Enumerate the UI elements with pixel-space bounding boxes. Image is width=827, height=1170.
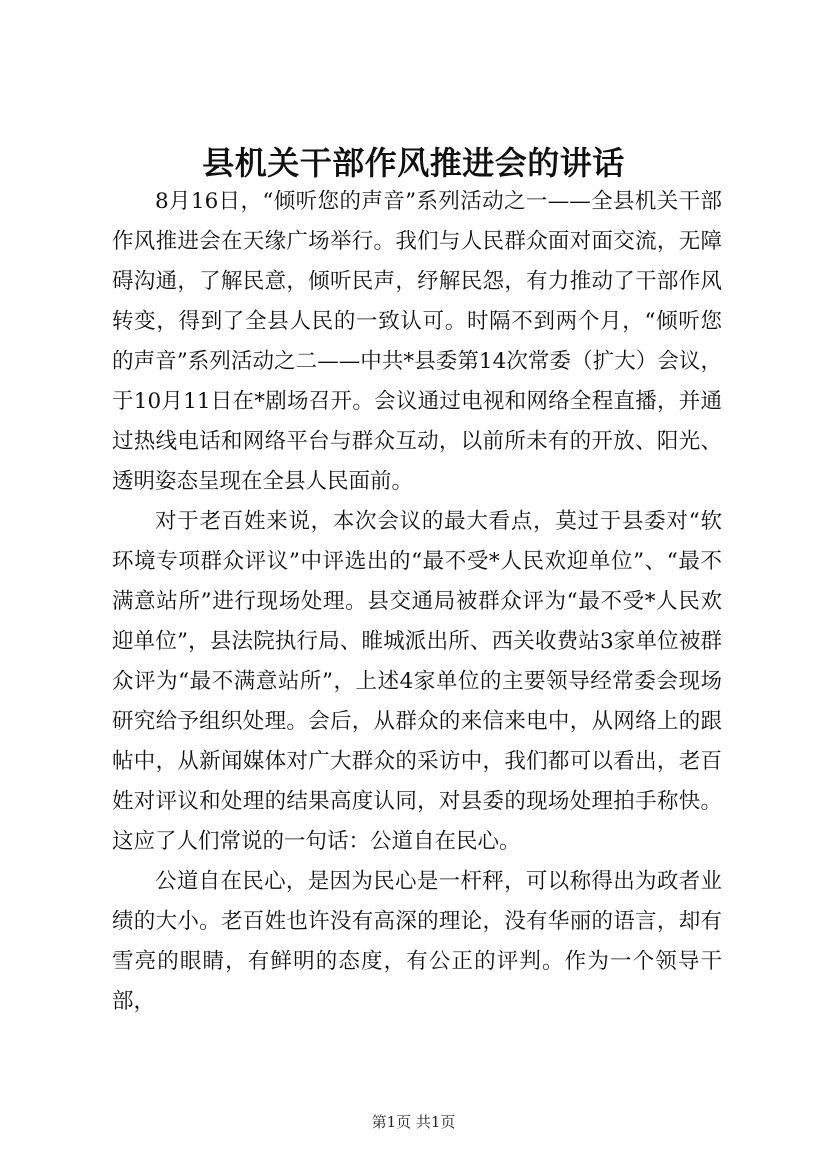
document-title: 县机关干部作风推进会的讲话 <box>202 144 625 182</box>
paragraph-3: 公道自在民心，是因为民心是一杆秤，可以称得出为政者业绩的大小。老百姓也许没有高深的理论，没有华丽的语言，却有雪亮的眼睛，有鲜明的态度，有公正的评判。作为一个领导干部， <box>112 869 722 1014</box>
paragraph-2: 对于老百姓来说，本次会议的最大看点，莫过于县委对“软环境专项群众评议”中评选出的“最不受*人民欢迎单位”、“最不满意站所”进行现场处理。县交通局被群众评为“最不受*人民欢迎单位”，县法院执行局、睢城派出所、西关收费站3家单位被群众评为“最不满意站所”，上述4家单位的主要领导经常委会现场研究给予组织处理。会后，从群众的来信来电中，从网络上的跟帖中，从新闻媒体对广大群众的采访中，我们都可以看出，老百姓对评议和处理的结果高度认同，对县委的现场处理拍手称快。这应了人们常说的一句话：公道自在民心。 <box>112 509 722 854</box>
page-footer: 第1页 共1页 <box>371 1113 456 1131</box>
paragraph-1: 8月16日，“倾听您的声音”系列活动之一——全县机关干部作风推进会在天缘广场举行。我们与人民群众面对面交流，无障碍沟通，了解民意，倾听民声，纾解民怨，有力推动了干部作风转变，得到了全县人民的一致认可。时隔不到两个月，“倾听您的声音”系列活动之二——中共*县委第14次常委（扩大）会议，于10月11日在*剧场召开。会议通过电视和网络全程直播，并通过热线电话和网络平台与群众互动，以前所未有的开放、阳光、透明姿态呈现在全县人民面前。 <box>112 189 722 494</box>
document-body <box>112 182 722 1022</box>
